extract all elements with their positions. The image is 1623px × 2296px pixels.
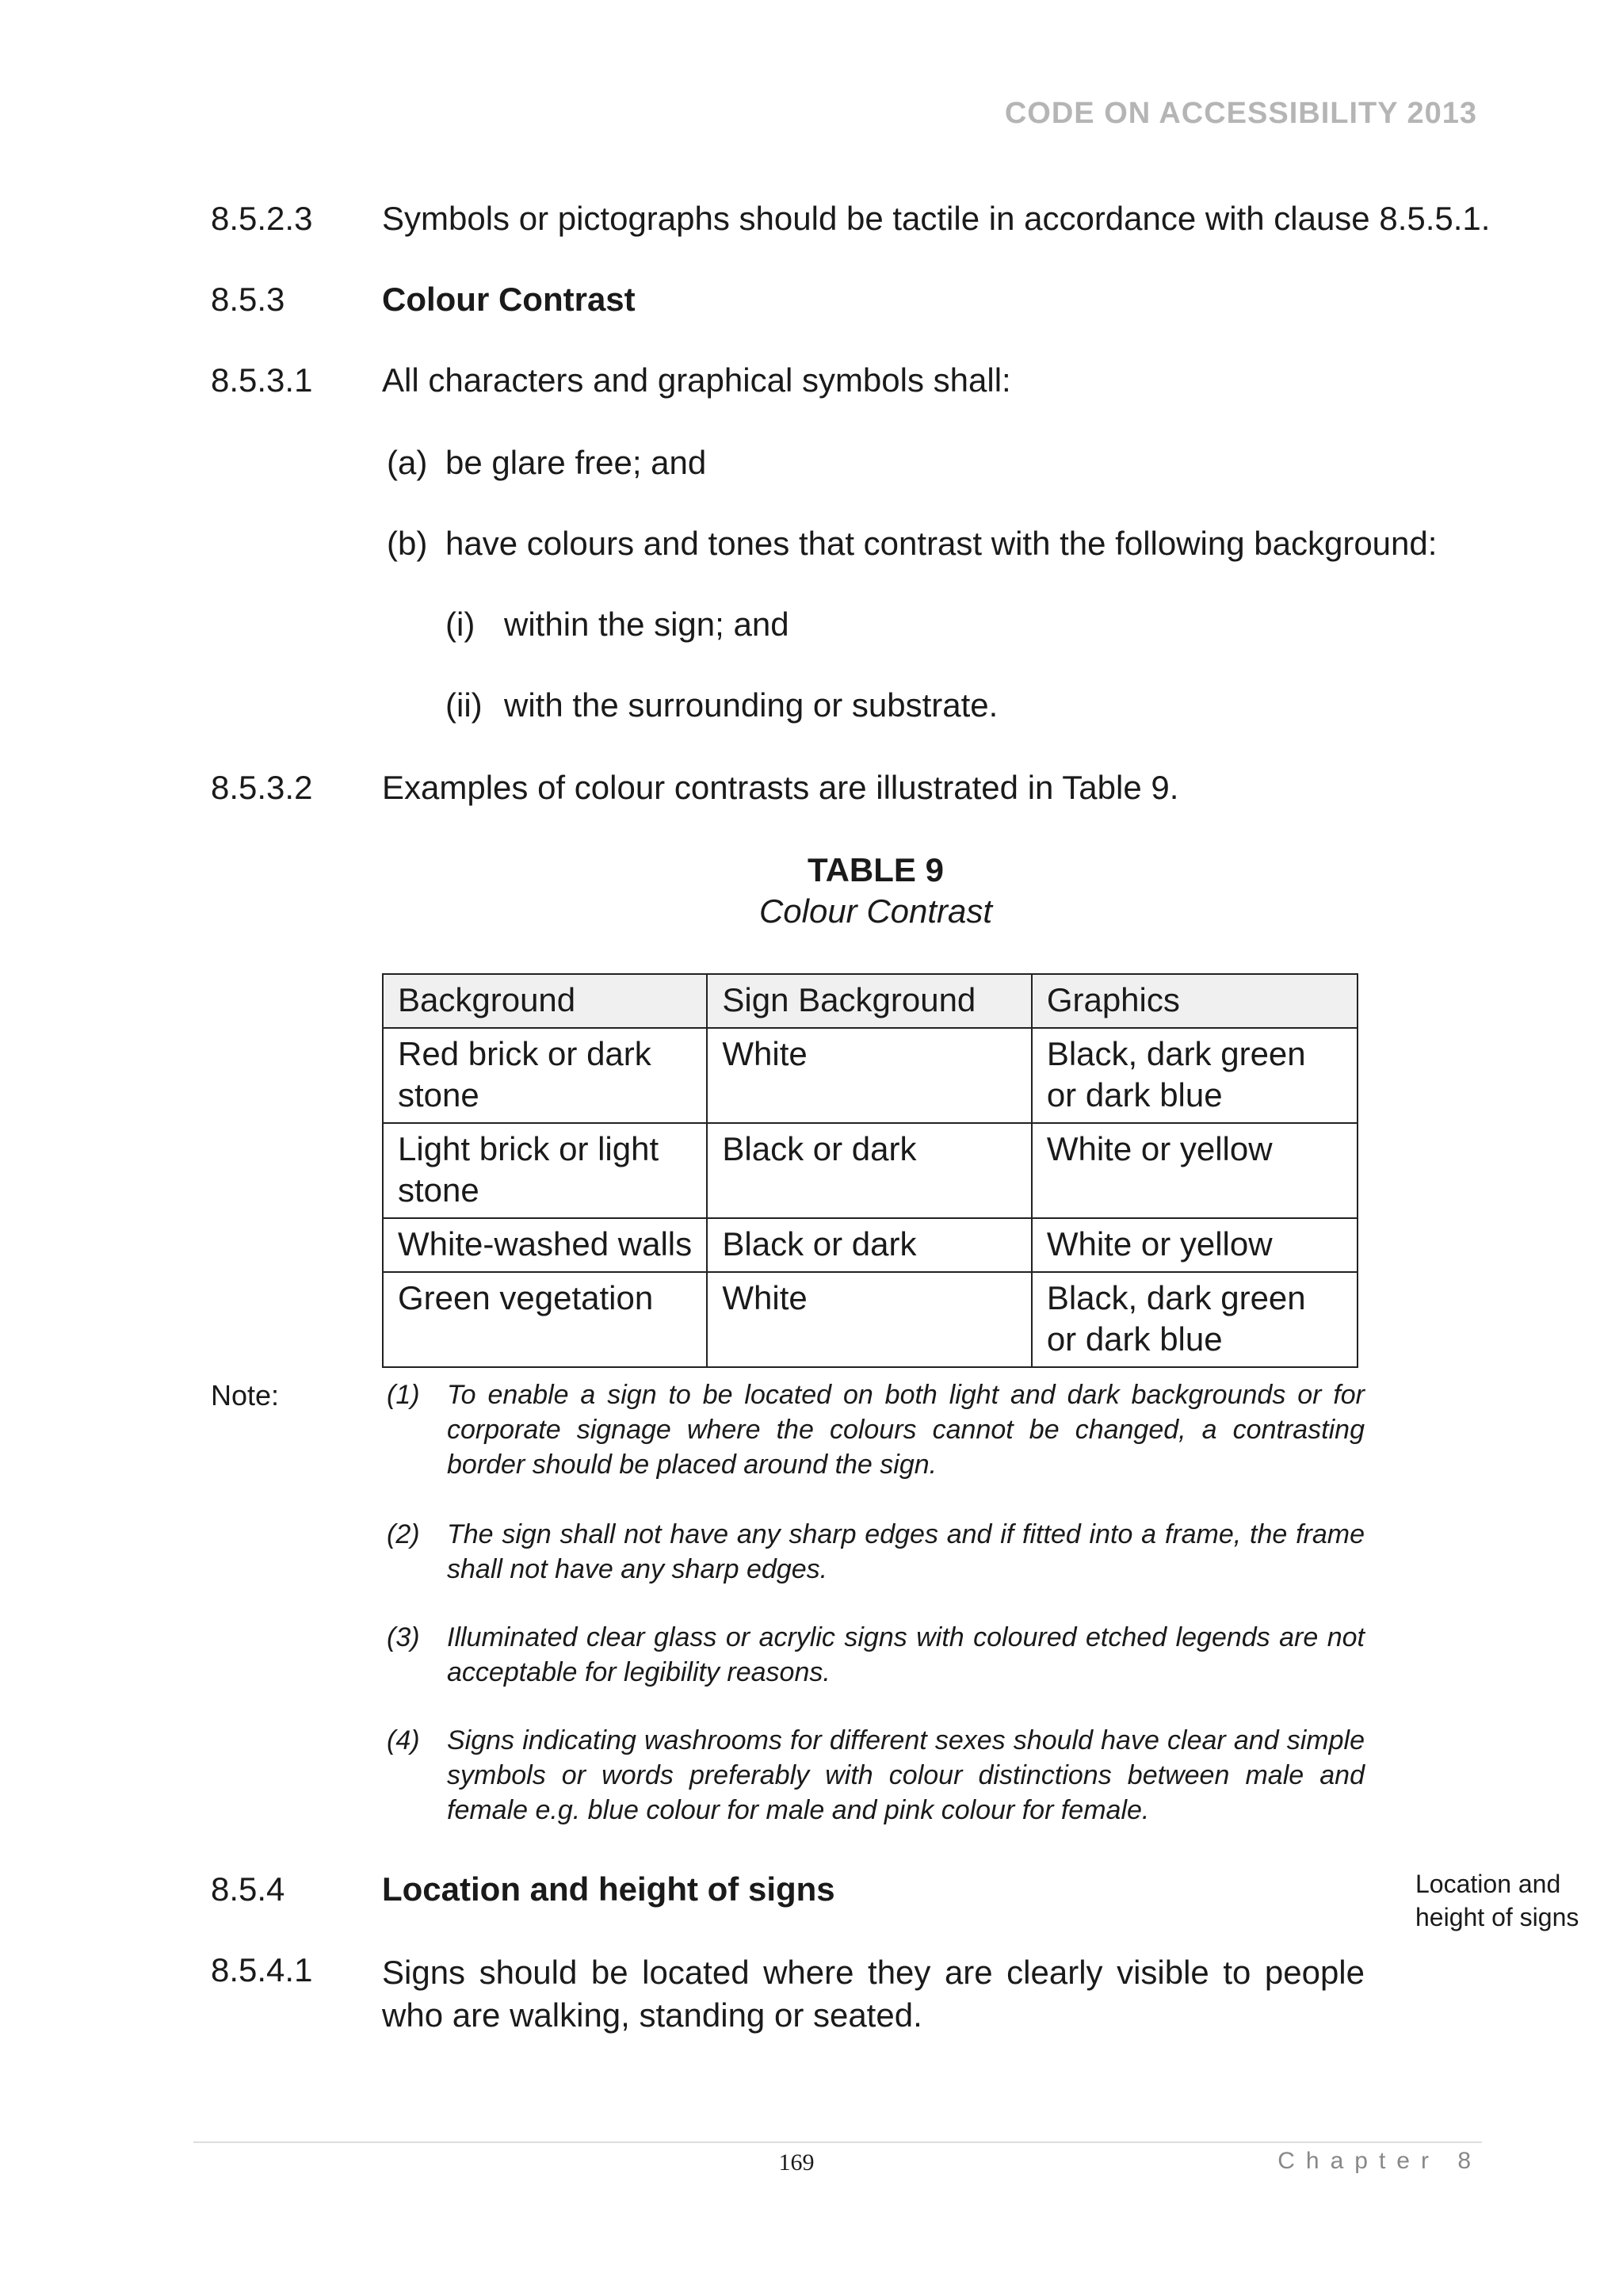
table-cell: White [707,1028,1031,1123]
table-cell: White-washed walls [383,1218,707,1272]
clause-text: All characters and graphical symbols shall: [382,361,1011,399]
table-cell: Black, dark green or dark blue [1032,1028,1358,1123]
note-text: The sign shall not have any sharp edges and if fitted into a frame, the frame shall not have any sharp edges. [447,1519,1365,1584]
footer-divider [193,2141,1482,2143]
clause-number: 8.5.3.1 [211,361,313,399]
table-header-row [383,974,1358,1028]
list-text: have colours and tones that contrast with the following background: [445,525,1438,562]
table-cell: White or yellow [1032,1123,1358,1218]
table-cell: Black or dark [707,1218,1031,1272]
table-title: TABLE 9 [808,851,944,888]
note-text: To enable a sign to be located on both light and dark backgrounds or for corporate signage where the colours cannot be changed, a contrasting border should be placed around the sign. [447,1380,1365,1480]
margin-note: Location and height of signs [1415,1870,1579,1931]
note-text: Illuminated clear glass or acrylic signs with coloured etched legends are not acceptable for legibility reasons. [447,1622,1365,1687]
clause-text: Symbols or pictographs should be tactile in accordance with clause 8.5.5.1. [382,200,1491,237]
list-marker: (ii) [445,686,483,724]
list-text: with the surrounding or substrate. [504,686,999,724]
table-row [383,1028,1358,1123]
table-row [383,1272,1358,1367]
table-row [383,1123,1358,1218]
chapter-label: Chapter 8 [1277,2148,1482,2174]
document-header-title: CODE ON ACCESSIBILITY 2013 [1004,97,1477,130]
table-cell: White [707,1272,1031,1367]
clause-text: Examples of colour contrasts are illustrated in Table 9. [382,769,1179,806]
clause-number: 8.5.4.1 [211,1951,313,1988]
section-heading: Colour Contrast [382,281,636,318]
column-header-graphics: Graphics [1032,974,1358,1028]
clause-number: 8.5.3.2 [211,769,313,806]
table-cell: White or yellow [1032,1218,1358,1272]
list-text: within the sign; and [504,606,789,643]
table-cell: Green vegetation [383,1272,707,1367]
table-cell: Light brick or light stone [383,1123,707,1218]
note-label: Note: [211,1379,280,1412]
list-text: be glare free; and [445,444,707,481]
table-cell: Red brick or dark stone [383,1028,707,1123]
table-cell: Black or dark [707,1123,1031,1218]
table-cell: Black, dark green or dark blue [1032,1272,1358,1367]
list-marker: (i) [445,606,475,643]
list-marker: (b) [387,525,428,562]
note-text: Signs indicating washrooms for different sexes should have clear and simple symbols or words preferably with colour distinctions between male and female e.g. blue colour for male and pink colour for female. [447,1725,1365,1825]
section-heading: Location and height of signs [382,1870,835,1908]
note-marker: (4) [387,1725,420,1755]
note-marker: (2) [387,1519,420,1549]
note-marker: (3) [387,1622,420,1652]
column-header-background: Background [383,974,707,1028]
note-marker: (1) [387,1380,420,1410]
clause-number: 8.5.4 [211,1870,285,1908]
column-header-sign-background: Sign Background [707,974,1031,1028]
clause-number: 8.5.2.3 [211,200,313,237]
table-subtitle: Colour Contrast [758,892,993,930]
table-row [383,1218,1358,1272]
clause-8-5-4-1-text: Signs should be located where they are clearly visible to people who are walking, standing or seated. [382,1954,1365,2034]
clause-number: 8.5.3 [211,281,285,318]
list-marker: (a) [387,444,428,481]
page-number: 169 [778,2149,815,2176]
colour-contrast-table [382,973,1358,1368]
